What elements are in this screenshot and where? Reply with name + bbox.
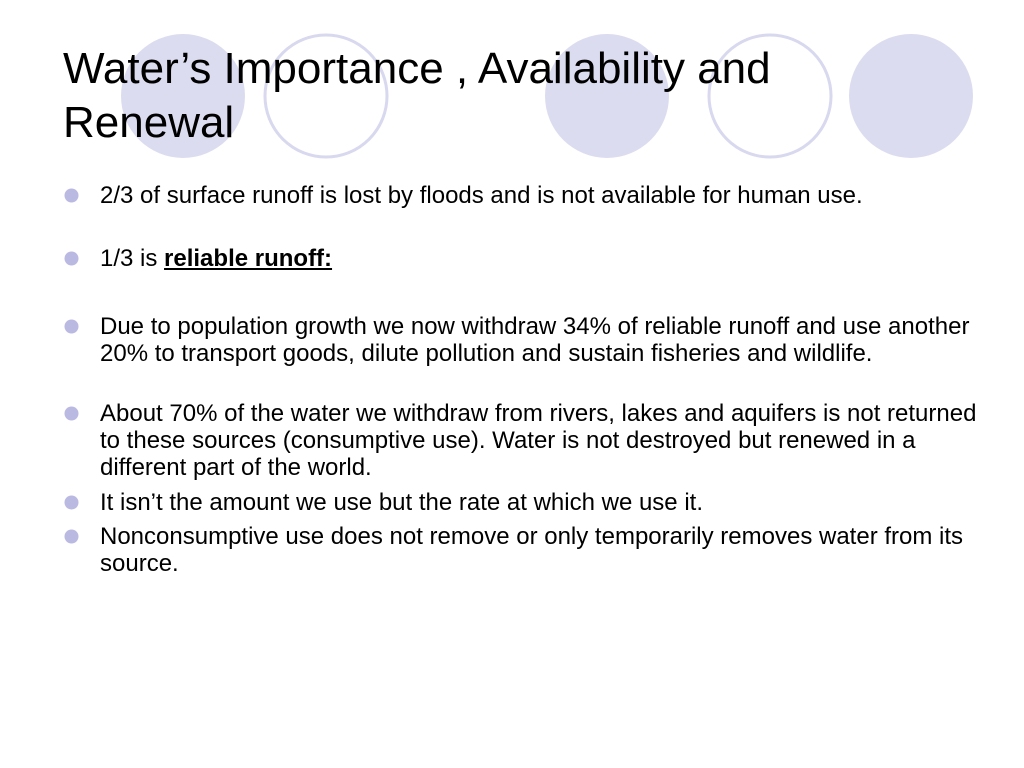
bullet-item bbox=[64, 400, 984, 481]
bullet-text bbox=[100, 245, 984, 272]
bullet-dot-icon bbox=[64, 495, 79, 510]
bullet-dot-icon bbox=[64, 251, 79, 266]
bullet-item bbox=[64, 523, 984, 577]
bullet-dot-icon bbox=[64, 319, 79, 334]
title-line-2: Renewal bbox=[63, 98, 235, 147]
bullet-text: Due to population growth we now withdraw 34% of reliable runoff and use another 20% to transport goods, dilute pollution and sustain fisheries and wildlife. bbox=[100, 313, 970, 367]
title-line-1: Water’s Importance , Availability and bbox=[63, 44, 771, 93]
bullet-text: 2/3 of surface runoff is lost by floods and is not available for human use. bbox=[100, 182, 863, 209]
bullet-item bbox=[64, 489, 984, 516]
bullet-prefix: 1/3 is bbox=[100, 245, 165, 272]
bullet-text: Nonconsumptive use does not remove or only temporarily removes water from its source. bbox=[100, 523, 964, 577]
bullet-dot-icon bbox=[64, 529, 79, 544]
slide-title bbox=[63, 42, 963, 150]
bullet-text: It isn’t the amount we use but the rate at which we use it. bbox=[100, 489, 703, 516]
bullet-item bbox=[64, 182, 984, 209]
bullet-text: About 70% of the water we withdraw from rivers, lakes and aquifers is not returned to these sources (consumptive use). Water is not destroyed but renewed in a different part of the world. bbox=[100, 400, 977, 481]
reliable-runoff-term: reliable runoff: bbox=[164, 245, 333, 272]
bullet-dot-icon bbox=[64, 188, 79, 203]
bullet-dot-icon bbox=[64, 406, 79, 421]
bullet-item bbox=[64, 245, 984, 272]
bullet-item bbox=[64, 313, 984, 367]
